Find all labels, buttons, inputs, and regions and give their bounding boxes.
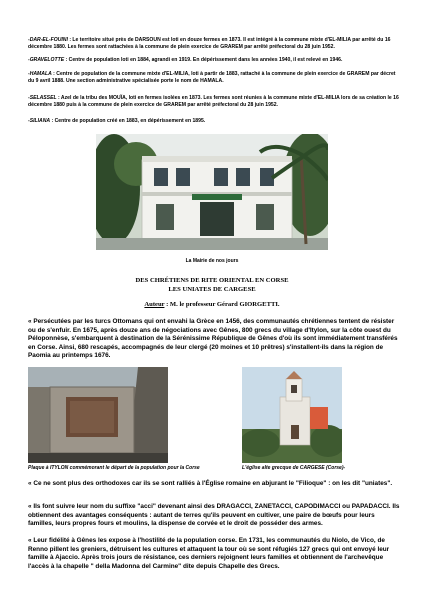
cargese-caption: L'église alte grecque de CARGESE (Corse)- <box>242 465 346 471</box>
author-name: : M. le professeur Gérard GIORGETTI. <box>164 301 280 308</box>
paragraph-2: « Ce ne sont plus des orthodoxes car ils se sont ralliés à l'Église romaine en abjurant le "Filioque" : on les dit "uniates". <box>28 480 393 487</box>
paragraph-4: « Leur fidélité à Gênes les expose à l'hostilité de la population corse. En 1731, les communautés du Niolo, de Vico, de Renno pillent les greniers, détruisent les cultures et attaquent la tour où se sont réfugiés 127 grecs qui ont envoyé leur famille à Ajaccio. Après trois jours de résistance, ces derniers rejoignent leurs familles et obtiennent de l'archevêque l'accès à la chapelle " della Madonna del Carmine" dite depuis Chapelle des Grecs. <box>28 537 390 570</box>
entry-selassel <box>28 95 400 109</box>
entry-text: : Centre de population loti en 1884, agrandi en 1919. En dépérissement dans les années 1940, il est relevé en 1946. <box>64 57 343 63</box>
mairie-photo <box>96 134 328 250</box>
article-title-line1: DES CHRÉTIENS DE RITE ORIENTAL EN CORSE <box>135 277 289 284</box>
entry-tag: -DAR-EL-FOUINI <box>28 37 68 43</box>
cargese-church-photo <box>242 367 342 463</box>
entry-hamala <box>28 71 400 85</box>
entry-tag: -SELASSEL <box>28 95 57 101</box>
entry-text: : Le territoire situé près de DARSOUN est loti en douze fermes en 1873. Il est intégré à la commune mixte d'EL-MILIA par arrêté du 16 décembre 1880. Les fermes sont rattachées à la commune de plein exercice de GRAREM par arrêté préfectoral du 28 juin 1952. <box>28 37 391 51</box>
article-title-line2: LES UNIATES DE CARGESE <box>168 286 256 293</box>
entry-text: : Centre de population créé en 1883, en dépérissement en 1895. <box>50 118 206 124</box>
itylon-plaque-photo <box>28 367 168 463</box>
entry-tag: -SILIANA <box>28 118 51 124</box>
entry-gravelotte <box>28 57 400 64</box>
paragraph-1: « Persécutées par les turcs Ottomans qui ont envahi la Grèce en 1456, des communautés chrétiennes tentent de résister ou de s'enfuir. En 1675, après douze ans de négociations avec Gênes, 800 grecs du village d'Itylon, sur la côte ouest du Péloponnèse, s'embarquent à destination de la Sérénissime République de Gênes d'où ils sont immédiatement transférés en Corse. Ainsi, 680 rescapés, accompagnés de leur clergé (20 moines et 10 prêtres) s'installent-ils dans la région de Paomia au printemps 1676. <box>28 318 398 360</box>
paragraph-3: « Ils font suivre leur nom du suffixe "acci" devenant ainsi des DRAGACCI, ZANETACCI, CAPODIMACCI ou PAPADACCI. Ils obtiennent des avantages conséquents : autant de terres qu'ils peuvent en cultiver, une paire de bœufs pour leurs familles, leurs propres fours et moulins, la dispense de corvée et le droit de posséder des armes. <box>28 503 400 528</box>
mairie-caption: La Mairie de nos jours <box>185 258 239 264</box>
article-author <box>0 301 424 308</box>
entry-tag: -GRAVELOTTE <box>28 57 65 63</box>
entry-dar-el-fouini <box>28 37 400 51</box>
author-label: Auteur <box>144 301 165 308</box>
entry-tag: -HAMALA <box>28 71 52 77</box>
itylon-caption: Plaque à ITYLON commémorant le départ de la population pour la Corse <box>28 465 200 471</box>
entry-text: : Centre de population de la commune mixte d'EL-MILIA, loti à partir de 1883, rattaché à la commune de plein exercice de GRAREM par décret du 9 avril 1888. Une section administrative spécialisée porte le nom de HAMALA. <box>28 71 396 85</box>
entry-siliana <box>28 118 400 125</box>
entry-text: : Azel de la tribu des MOUÏA, loti en fermes isolées en 1873. Les fermes sont réunies à la commune mixte d'EL-MILIA lors de sa création le 16 décembre 1880 puis à la commune de plein exercice de GRAREM par arrêté préfectoral du 28 juin 1952. <box>28 95 399 109</box>
